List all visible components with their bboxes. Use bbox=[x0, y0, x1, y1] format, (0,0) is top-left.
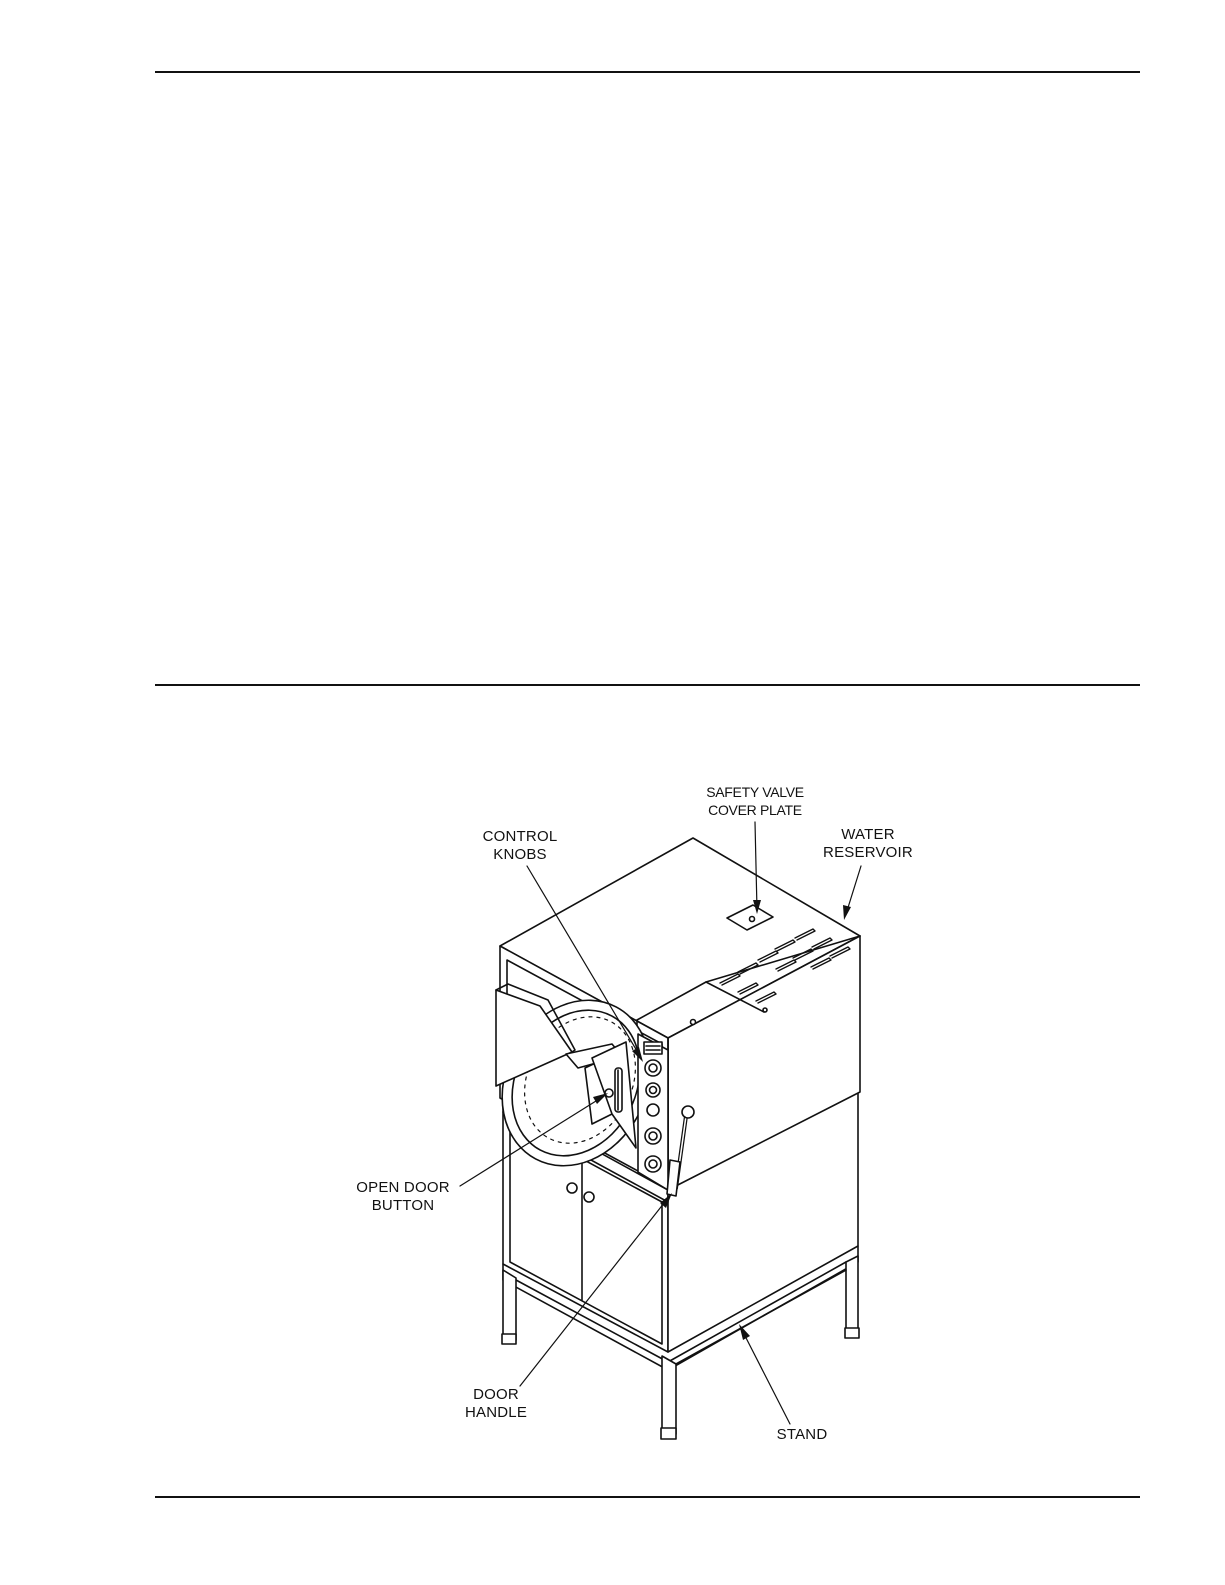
label-water-reservoir bbox=[800, 826, 936, 862]
label-line: OPEN DOOR bbox=[356, 1179, 450, 1196]
foot-center bbox=[661, 1428, 676, 1439]
foot-left bbox=[502, 1334, 516, 1344]
label-stand bbox=[760, 1426, 844, 1444]
label-safety-valve-cover-plate bbox=[690, 783, 820, 819]
label-line: DOOR bbox=[473, 1386, 519, 1403]
label-open-door-button bbox=[340, 1179, 466, 1215]
control-knob-4 bbox=[645, 1128, 661, 1144]
label-line: CONTROL bbox=[482, 828, 558, 845]
control-knob-3 bbox=[647, 1104, 659, 1116]
label-line: SAFETY VALVE bbox=[706, 784, 804, 800]
label-line: BUTTON bbox=[371, 1197, 435, 1214]
label-door-handle bbox=[446, 1386, 546, 1422]
label-line: STAND bbox=[776, 1426, 828, 1443]
label-line: RESERVOIR bbox=[823, 844, 913, 861]
control-knob-1 bbox=[645, 1060, 661, 1076]
label-line: HANDLE bbox=[464, 1404, 528, 1421]
leader-stand bbox=[742, 1330, 790, 1424]
control-panel bbox=[638, 1034, 668, 1190]
label-line: COVER PLATE bbox=[708, 802, 802, 818]
control-knob-2 bbox=[646, 1083, 660, 1097]
cabinet-knob-left bbox=[567, 1183, 577, 1193]
cabinet-knob-right bbox=[584, 1192, 594, 1202]
label-line: KNOBS bbox=[493, 846, 547, 863]
foot-right bbox=[845, 1328, 859, 1338]
control-knob-5 bbox=[645, 1156, 661, 1172]
open-door-button bbox=[605, 1089, 613, 1097]
label-line: WATER bbox=[841, 826, 895, 843]
label-control-knobs bbox=[465, 828, 575, 864]
